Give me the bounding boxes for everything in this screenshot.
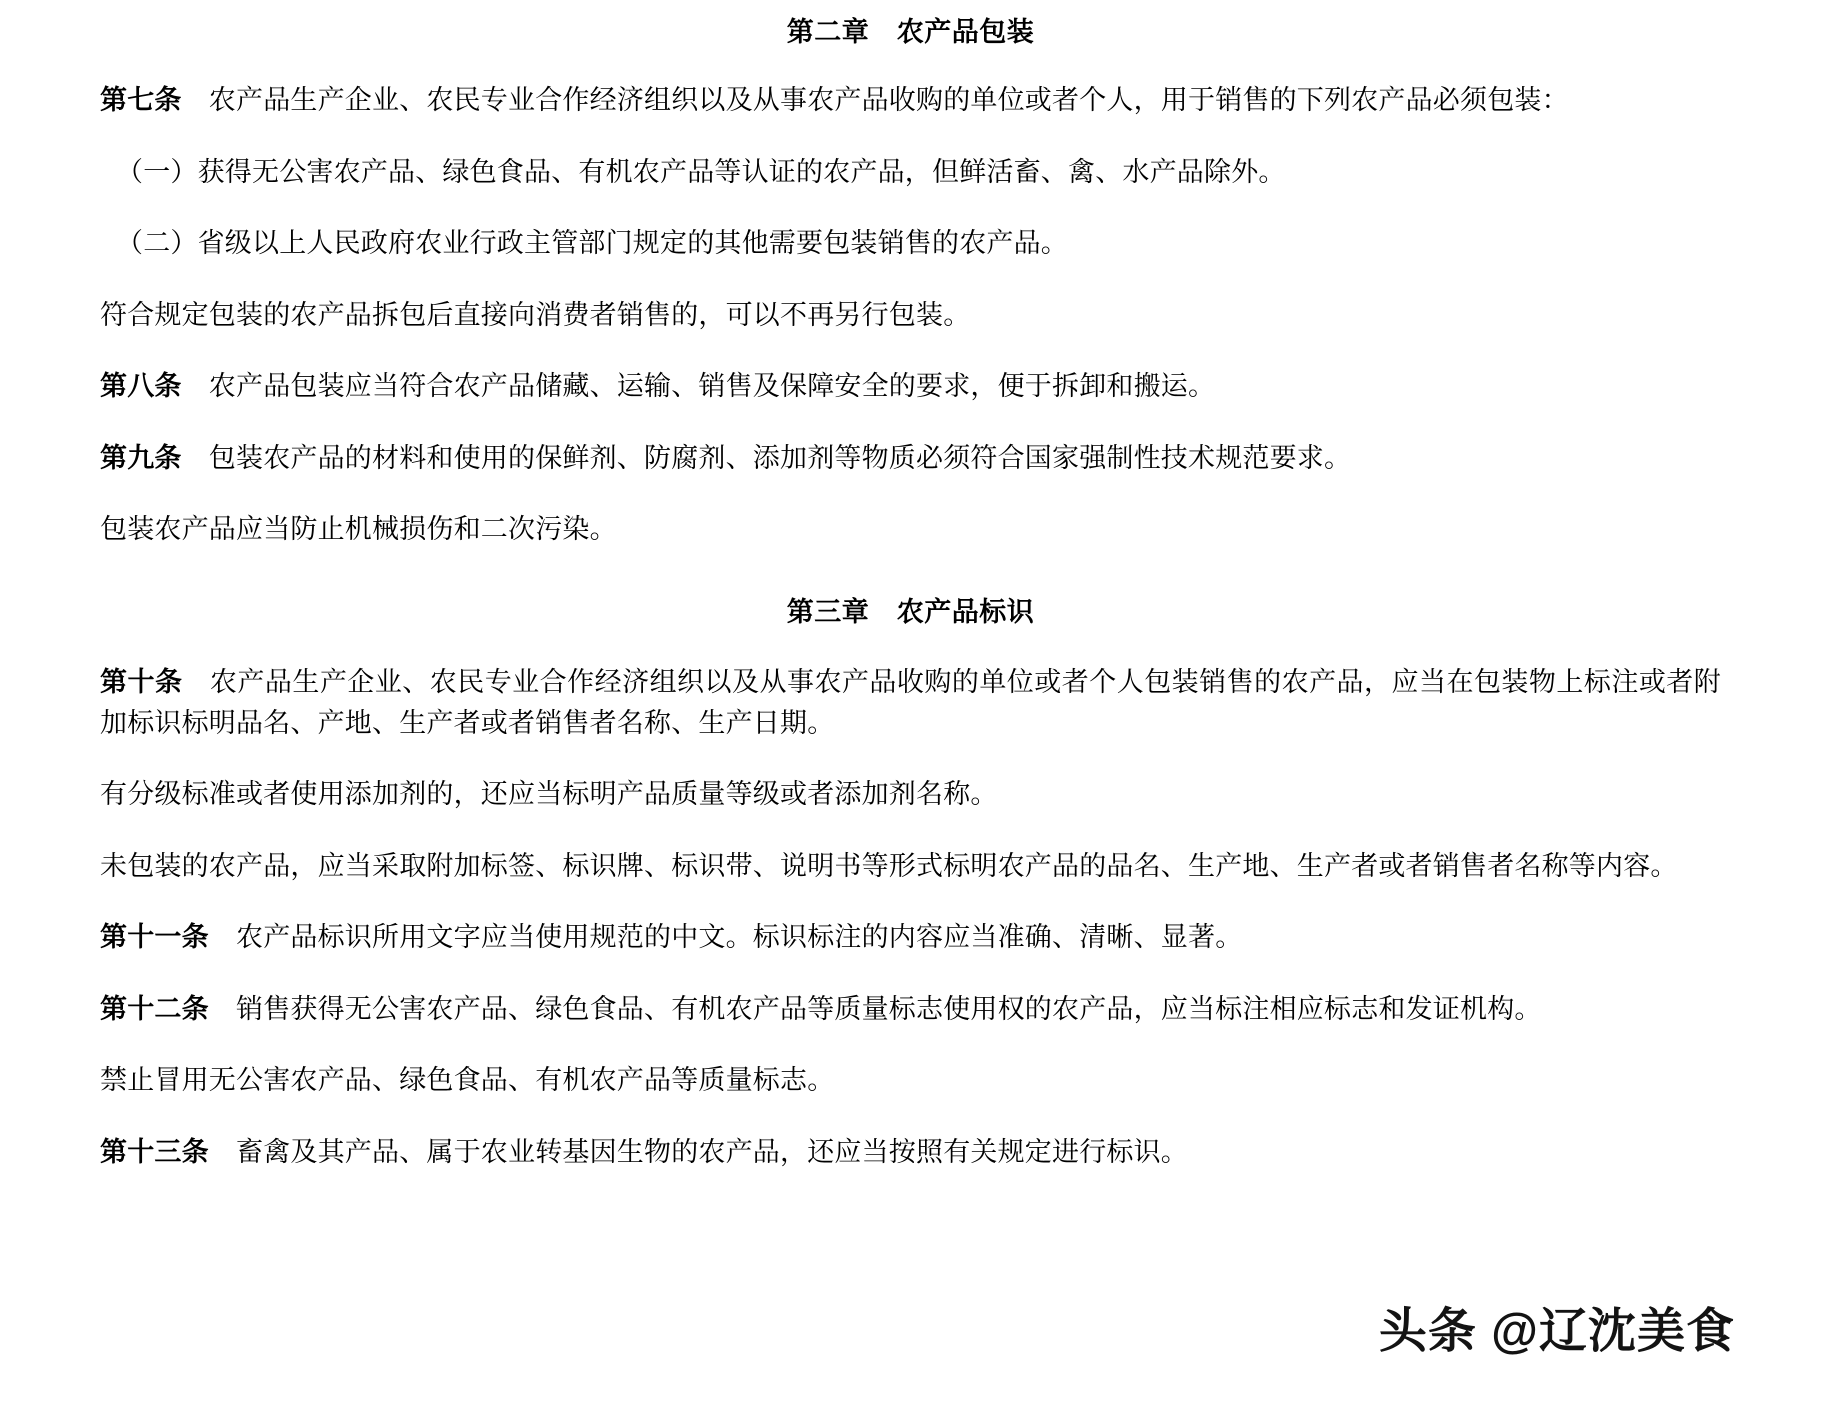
list-item-1: （一）获得无公害农产品、绿色食品、有机农产品等认证的农产品，但鲜活畜、禽、水产品除外。 <box>116 156 1286 187</box>
article-9-text: 包装农产品的材料和使用的保鲜剂、防腐剂、添加剂等物质必须符合国家强制性技术规范要求。 <box>181 442 1352 473</box>
article-9-label: 第九条 <box>100 442 182 473</box>
paragraph-grade-standard: 有分级标准或者使用添加剂的，还应当标明产品质量等级或者添加剂名称。 <box>100 779 998 810</box>
article-13-label: 第十三条 <box>100 1136 209 1167</box>
article-11-paragraph <box>100 917 1721 958</box>
article-10-paragraph <box>100 662 1721 743</box>
article-8-label: 第八条 <box>100 371 182 402</box>
article-13-text: 畜禽及其产品、属于农业转基因生物的农产品，还应当按照有关规定进行标识。 <box>208 1136 1189 1167</box>
article-8-text: 农产品包装应当符合农产品储藏、运输、销售及保障安全的要求，便于拆卸和搬运。 <box>181 371 1216 402</box>
paragraph-after-article-9: 包装农产品应当防止机械损伤和二次污染。 <box>100 514 617 545</box>
article-11-label: 第十一条 <box>100 922 209 953</box>
article-12-text: 销售获得无公害农产品、绿色食品、有机农产品等质量标志使用权的农产品，应当标注相应标志和发证机构。 <box>208 993 1542 1024</box>
article-7-paragraph <box>100 80 1721 121</box>
article-7-text: 农产品生产企业、农民专业合作经济组织以及从事农产品收购的单位或者个人，用于销售的下列农产品必须包装： <box>181 85 1569 116</box>
article-9-paragraph <box>100 438 1721 479</box>
paragraph-after-items: 符合规定包装的农产品拆包后直接向消费者销售的，可以不再另行包装。 <box>100 299 971 330</box>
article-11-text: 农产品标识所用文字应当使用规范的中文。标识标注的内容应当准确、清晰、显著。 <box>208 922 1243 953</box>
article-10-label: 第十条 <box>100 667 183 698</box>
article-8-paragraph <box>100 366 1721 407</box>
paragraph-unpackaged: 未包装的农产品，应当采取附加标签、标识牌、标识带、说明书等形式标明农产品的品名、生产地、生产者或者销售者名称等内容。 <box>100 850 1678 881</box>
chapter-2-heading: 第二章 农产品包装 <box>786 17 1035 47</box>
paragraph-prohibit-misuse: 禁止冒用无公害农产品、绿色食品、有机农产品等质量标志。 <box>100 1065 835 1096</box>
article-7-label: 第七条 <box>100 85 182 116</box>
list-item-2: （二）省级以上人民政府农业行政主管部门规定的其他需要包装销售的农产品。 <box>116 228 1068 259</box>
article-10-text: 农产品生产企业、农民专业合作经济组织以及从事农产品收购的单位或者个人包装销售的农产品，应当在包装物上标注或者附加标识标明品名、产地、生产者或者销售者名称、生产日期。 <box>100 667 1721 738</box>
watermark-logo: 头条 @辽沈美食 <box>1378 1305 1735 1358</box>
chapter-3-heading: 第三章 农产品标识 <box>786 596 1035 627</box>
article-13-paragraph <box>100 1132 1721 1173</box>
article-12-paragraph <box>100 989 1721 1030</box>
article-12-label: 第十二条 <box>100 993 209 1024</box>
